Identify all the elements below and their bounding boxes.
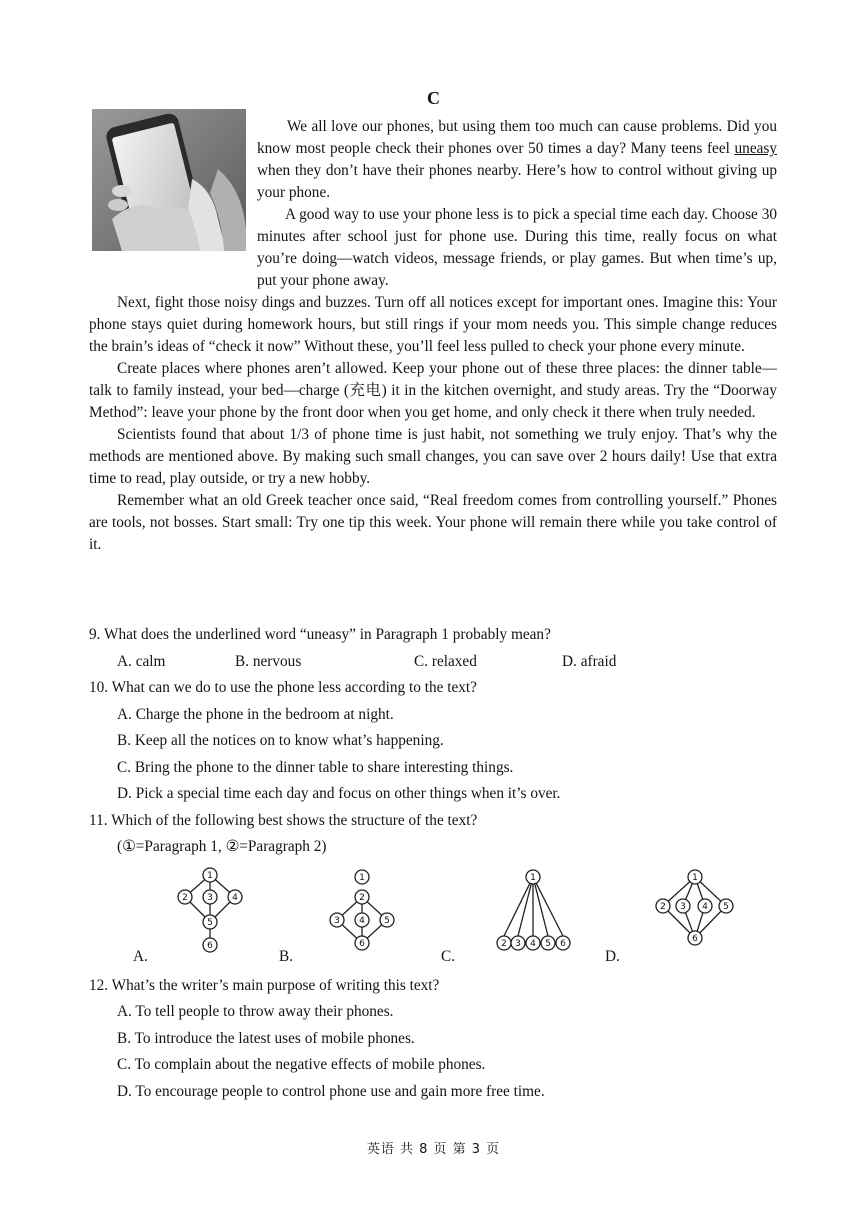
option-b: B. nervous [235, 652, 302, 670]
paragraph-2: A good way to use your phone less is to pick a special time each day. Choose 30 minutes after school just for phone use. During this time, really focus on what you’re doing—watch videos, message friends, or play games. But when time’s up, put your phone away. [257, 206, 777, 289]
question-10 [89, 675, 777, 808]
diagram-b-graph [279, 861, 419, 973]
reading-passage [89, 116, 777, 556]
underlined-word: uneasy [734, 140, 777, 157]
option-a: A. Charge the phone in the bedroom at night. [117, 705, 394, 723]
option-b: B. Keep all the notices on to know what’s happening. [117, 732, 444, 749]
diagram-d [605, 861, 765, 973]
option-b: B. To introduce the latest uses of mobile phones. [117, 1029, 415, 1047]
node-3: 3 [680, 901, 686, 912]
diagram-d-graph [605, 861, 765, 973]
option-a-label: A. [133, 948, 148, 965]
node-6: 6 [359, 938, 365, 949]
node-2: 2 [182, 892, 188, 903]
node-1: 1 [692, 872, 698, 883]
diagram-c [441, 861, 591, 973]
question-stem: 10. What can we do to use the phone less according to the text? [89, 679, 477, 696]
question-stem: 11. Which of the following best shows the structure of the text? [89, 811, 478, 829]
paragraph-5: Scientists found that about 1/3 of phone time is just habit, not something we truly enjoy. That’s why the methods are mentioned above. By making such small changes, you can save over 2 hours daily! Use that extra time to read, play outside, or try a new hobby. [89, 426, 777, 487]
node-1: 1 [530, 872, 536, 883]
paragraph-key-note: (①=Paragraph 1, ②=Paragraph 2) [117, 838, 327, 855]
question-stem: 12. What’s the writer’s main purpose of writing this text? [89, 976, 440, 994]
question-list [89, 622, 777, 1105]
section-letter: C [427, 88, 440, 108]
option-c: C. To complain about the negative effects of mobile phones. [117, 1056, 486, 1073]
node-5: 5 [723, 901, 729, 912]
option-c: C. relaxed [414, 652, 477, 670]
node-4: 4 [530, 938, 536, 949]
node-6: 6 [692, 933, 698, 944]
question-12 [89, 973, 777, 1106]
option-d: D. To encourage people to control phone use and gain more free time. [117, 1082, 545, 1100]
node-4: 4 [232, 892, 238, 903]
option-b-label: B. [279, 948, 294, 965]
node-5: 5 [384, 915, 390, 926]
question-11 [89, 808, 777, 973]
node-2: 2 [501, 938, 507, 949]
node-2: 2 [359, 892, 365, 903]
node-4: 4 [702, 901, 708, 912]
diagram-a [117, 861, 257, 973]
diagram-a-graph [117, 861, 257, 973]
paragraph-6: Remember what an old Greek teacher once said, “Real freedom comes from controlling yourself.” Phones are tools, not bosses. Start small: Try one tip this week. Your phone will remain there while you take control of it. [89, 492, 777, 553]
diagram-c-graph [441, 861, 591, 973]
paragraph-1: We all love our phones, but using them too much can cause problems. Did you know most people check their phones over 50 times a day? Many teens feel uneasy when they don’t have their phones nearby. Here’s how to control without giving up your phone. [257, 118, 777, 201]
paragraph-3: Next, fight those noisy dings and buzzes. Turn off all notices except for important ones. Imagine this: Your phone stays quiet during homework hours, but still rings if your mom needs you. This simple change reduces the brain’s ideas of “check it now” Without these, you’ll feel less pulled to check your phone every minute. [89, 294, 777, 355]
node-6: 6 [560, 938, 566, 949]
node-6: 6 [207, 940, 213, 951]
question-stem: 9. What does the underlined word “uneasy” in Paragraph 1 probably mean? [89, 626, 551, 643]
option-d-label: D. [605, 948, 620, 965]
option-d: D. afraid [562, 652, 617, 670]
node-1: 1 [207, 870, 213, 881]
node-2: 2 [660, 901, 666, 912]
node-4: 4 [359, 915, 365, 926]
node-5: 5 [545, 938, 551, 949]
node-3: 3 [515, 938, 521, 949]
page-footer: 英语 共 8 页 第 3 页 [366, 1142, 501, 1157]
diagram-b [279, 861, 419, 973]
node-5: 5 [207, 917, 213, 928]
node-1: 1 [359, 872, 365, 883]
node-3: 3 [334, 915, 340, 926]
option-row [117, 649, 777, 676]
option-a: A. calm [117, 652, 166, 670]
paragraph-4: Create places where phones aren’t allowed. Keep your phone out of these three places: the dinner table—talk to family instead, your bed—charge (充电) it in the kitchen overnight, and study areas. Try the “Doorway Method”: leave your phone by the front door when you get home, and only check it there when truly needed. [89, 360, 777, 421]
option-c-label: C. [441, 948, 456, 965]
option-d: D. Pick a special time each day and focus on other things when it’s over. [117, 785, 561, 802]
structure-diagrams [89, 861, 777, 973]
question-9 [89, 622, 777, 675]
option-c: C. Bring the phone to the dinner table to share interesting things. [117, 758, 514, 776]
node-3: 3 [207, 892, 213, 903]
option-a: A. To tell people to throw away their phones. [117, 1003, 394, 1020]
